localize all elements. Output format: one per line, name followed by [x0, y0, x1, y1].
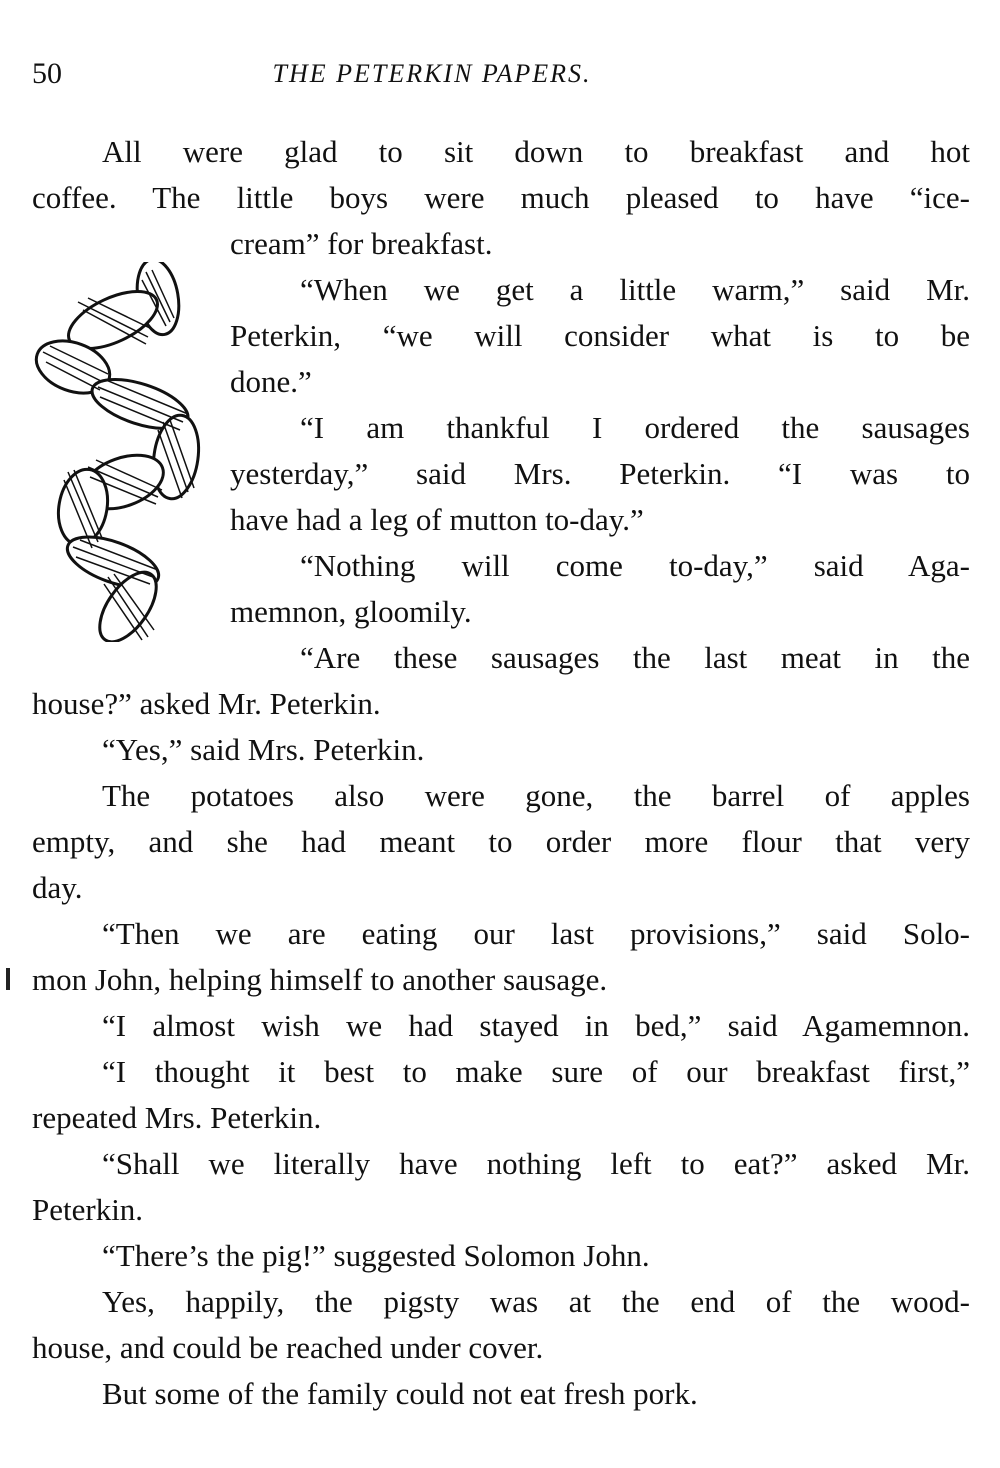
text-line: house, and could be reached under cover.: [32, 1330, 544, 1365]
text-line: empty, and she had meant to order more flour that very: [32, 824, 970, 859]
text-line: Peterkin, “we will consider what is to be: [230, 318, 970, 353]
text-line: mon John, helping himself to another sausage.: [32, 962, 608, 997]
text-line: Peterkin.: [32, 1192, 144, 1227]
margin-mark: [6, 968, 10, 990]
running-title: THE PETERKIN PAPERS.: [272, 59, 592, 88]
text-line: “I thought it best to make sure of our breakfast first,”: [102, 1054, 970, 1089]
text-line: memnon, gloomily.: [230, 594, 472, 629]
text-line: “I am thankful I ordered the sausages: [300, 410, 970, 445]
text-line: yesterday,” said Mrs. Peterkin. “I was to: [230, 456, 970, 491]
text-line: But some of the family could not eat fresh pork.: [102, 1376, 698, 1411]
text-line: All were glad to sit down to breakfast and hot: [102, 134, 970, 169]
text-line: “Then we are eating our last provisions,” said Solo-: [102, 916, 970, 951]
text-line: Yes, happily, the pigsty was at the end of the wood-: [102, 1284, 970, 1319]
sausage-links-icon: [28, 262, 208, 642]
text-line: “I almost wish we had stayed in bed,” said Agamemnon.: [102, 1008, 970, 1043]
text-line: have had a leg of mutton to-day.”: [230, 502, 644, 537]
text-line: repeated Mrs. Peterkin.: [32, 1100, 322, 1135]
text-line: day.: [32, 870, 83, 905]
text-line: “When we get a little warm,” said Mr.: [300, 272, 970, 307]
text-line: “There’s the pig!” suggested Solomon John.: [102, 1238, 650, 1273]
text-line: “Yes,” said Mrs. Peterkin.: [102, 732, 425, 767]
text-line: house?” asked Mr. Peterkin.: [32, 686, 381, 721]
text-line: coffee. The little boys were much pleased to have “ice-: [32, 180, 970, 215]
text-line: done.”: [230, 364, 312, 399]
page-number: 50: [32, 57, 62, 90]
page-header: [32, 52, 968, 96]
text-line: “Are these sausages the last meat in the: [300, 640, 970, 675]
text-line: The potatoes also were gone, the barrel of apples: [102, 778, 970, 813]
text-line: “Nothing will come to-day,” said Aga-: [300, 548, 970, 583]
text-line: cream” for breakfast.: [230, 226, 493, 261]
text-line: “Shall we literally have nothing left to eat?” asked Mr.: [102, 1146, 970, 1181]
